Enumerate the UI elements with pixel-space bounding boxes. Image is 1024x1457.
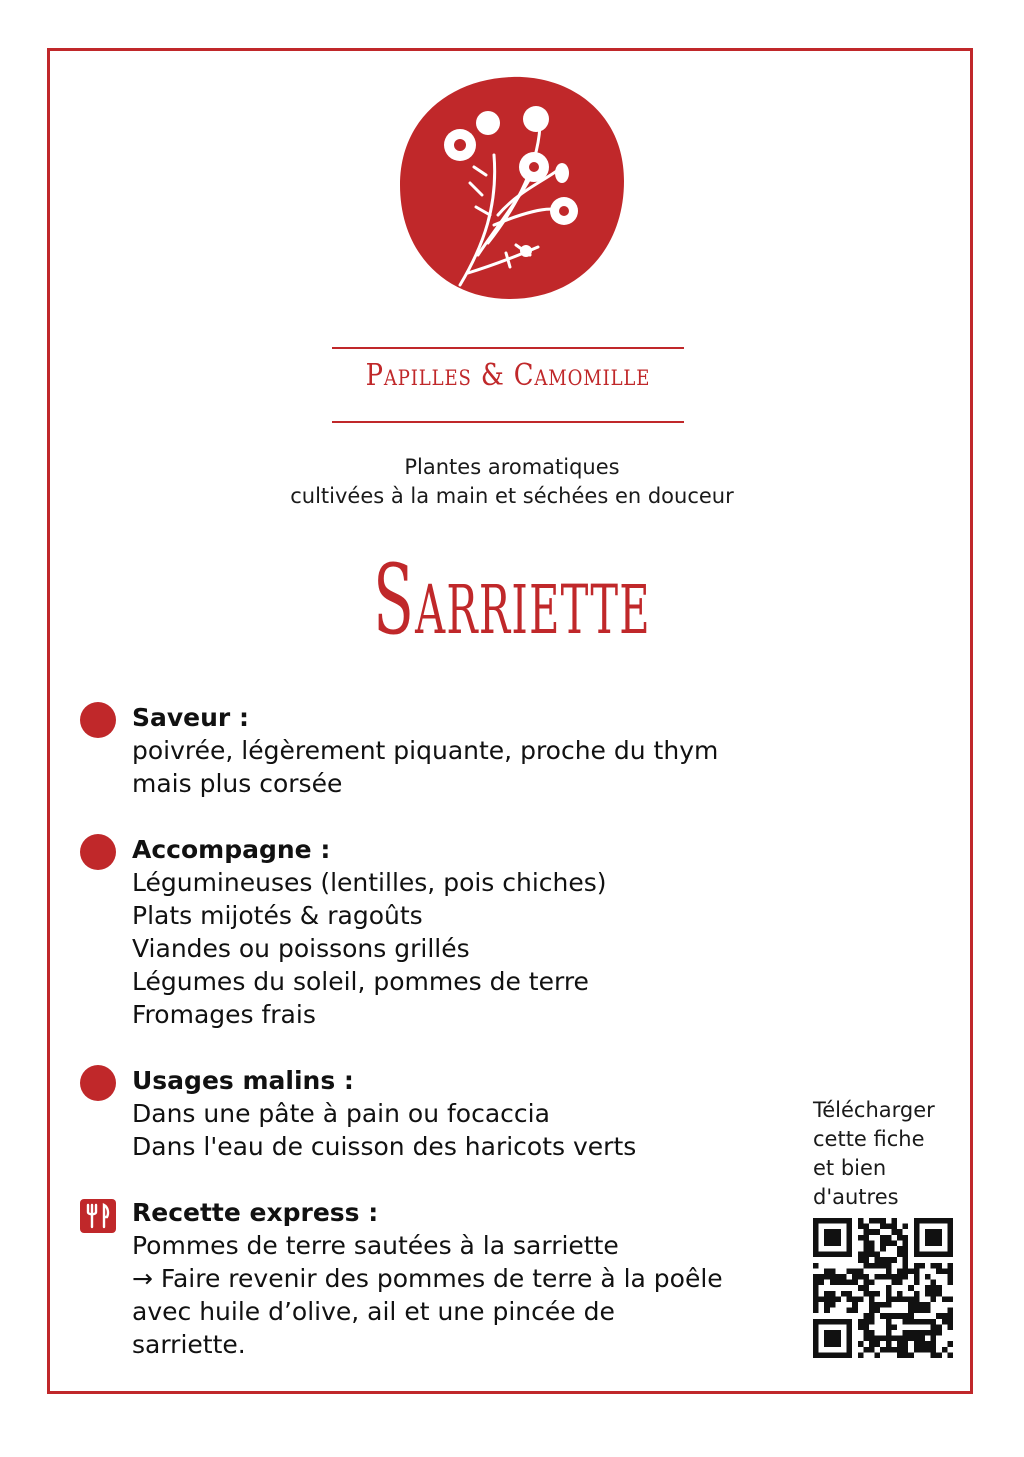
download-line: Télécharger [813,1098,935,1122]
section-line: Dans l'eau de cuisson des haricots verts [132,1132,637,1161]
section-line: Légumineuses (lentilles, pois chiches) [132,868,607,897]
section-title: Accompagne : [132,835,331,864]
tagline [200,453,824,511]
section-line: mais plus corsée [132,769,343,798]
download-line: cette fiche [813,1127,925,1151]
brand-divider-bottom [332,421,684,423]
plant-title: Sarriette [373,544,651,656]
red-circle-bullet [80,702,116,738]
section-title: Saveur : [132,703,249,732]
qr-code[interactable] [813,1218,953,1358]
download-line: et bien [813,1156,887,1180]
section-line: Dans une pâte à pain ou focaccia [132,1099,550,1128]
chamomile-flower-logo [398,75,626,301]
section-line: → Faire revenir des pommes de terre à la poêle [132,1264,723,1293]
fork-knife-icon [80,1199,116,1233]
section-line: poivrée, légèrement piquante, proche du thym [132,736,719,765]
download-caption [813,1096,973,1212]
section-title: Recette express : [132,1198,379,1227]
section-title: Usages malins : [132,1066,354,1095]
download-line: d'autres [813,1185,899,1209]
tagline-line-1: Plantes aromatiques [404,455,620,479]
tagline-line-2: cultivées à la main et séchées en douceur [290,484,734,508]
section-line: Fromages frais [132,1000,316,1029]
brand-name: Papilles & Camomille [365,358,651,393]
section-line: avec huile d’olive, ail et une pincée de [132,1297,615,1326]
red-circle-bullet [80,834,116,870]
section-line: Viandes ou poissons grillés [132,934,470,963]
red-circle-bullet [80,1065,116,1101]
section-line: sarriette. [132,1330,246,1359]
section-line: Plats mijotés & ragoûts [132,901,423,930]
section-line: Pommes de terre sautées à la sarriette [132,1231,619,1260]
brand-divider-top [332,347,684,349]
section-line: Légumes du soleil, pommes de terre [132,967,589,996]
